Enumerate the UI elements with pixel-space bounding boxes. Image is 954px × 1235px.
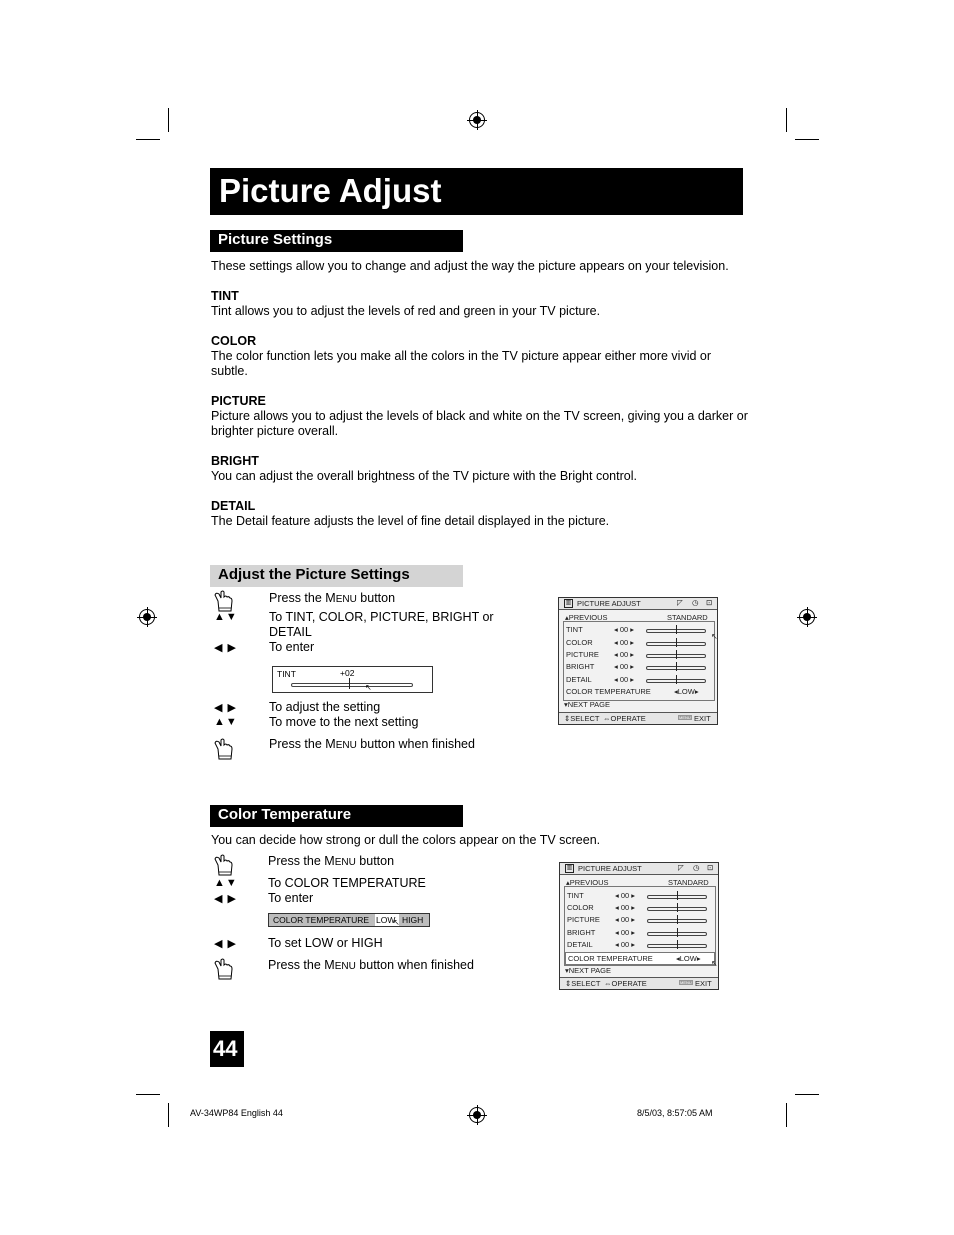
osd-value-text: 00 [620,915,630,924]
osd-title: PICTURE ADJUST [577,599,641,608]
osd-row-value: ◂ 00 ▸ [614,625,635,634]
osd-row-color [565,902,715,913]
osd-value-text: 00 [619,638,629,647]
colortemp-step-5 [268,958,474,974]
cursor-icon: ↖ [711,959,718,968]
crop-mark [795,139,819,140]
cursor-icon: ↖ [711,632,718,641]
cursor-icon: ↖ [393,918,400,927]
section-heading-picture-settings [210,230,463,252]
left-right-arrows-icon: ◀ ▶ [214,702,237,714]
osd-value-text: 00 [620,928,630,937]
section-heading-color-temperature [210,805,463,827]
osd-row-picture [565,914,715,925]
osd-row-value: ◂ 00 ▸ [615,915,636,924]
adjust-step-5: To move to the next setting [269,715,419,729]
section-heading-text: Adjust the Picture Settings [218,566,410,583]
osd-menu-icon: ▥ [565,600,572,606]
osd-picture-adjust-2 [559,862,719,990]
osd-row-detail [564,674,714,685]
adjust-step-6 [269,737,475,753]
osd-row-value: ◂ 00 ▸ [614,675,635,684]
adjust-step-2: To TINT, COLOR, PICTURE, BRIGHT or DETAIL [269,610,494,639]
step-text: Press the M [268,958,335,972]
crop-mark [136,139,160,140]
osd-page-icon: ◸ [677,598,683,607]
osd-previous: ▴PREVIOUS [565,613,608,622]
osd-row-tint [565,890,715,901]
step-text: Press the M [268,854,335,868]
osd-next-label: NEXT PAGE [567,700,611,709]
desc-bright: You can adjust the overall brightness of the TV picture with the Bright control. [211,469,637,483]
osd-select-label: SELECT [571,979,601,988]
osd-row-label: PICTURE [566,650,599,659]
osd-knob [677,928,678,937]
osd-title: PICTURE ADJUST [578,864,642,873]
osd-knob [676,675,677,684]
osd-operate-label: OPERATE [610,714,646,723]
osd-row-label: COLOR [567,903,594,912]
osd-next-page: ▾NEXT PAGE [565,966,612,975]
menu-smallcaps: ENU [335,740,357,751]
osd-page-icon: ◸ [678,863,684,872]
page-title-bar [210,168,743,215]
osd-value-text: 00 [619,662,629,671]
osd-select-label: SELECT [570,714,600,723]
colortemp-step-3: To enter [268,891,314,905]
registration-mark-icon [799,609,815,625]
slider-track [291,683,413,687]
osd-row-picture [564,649,714,660]
osd-row-value: ◂LOW▸ [676,954,701,963]
crop-mark [168,1103,169,1127]
desc-picture: Picture allows you to adjust the levels of black and white on the TV screen, giving you a darker or brighter picture overall. [211,409,748,438]
term-color: COLOR [211,334,257,348]
colortemp-step-4: To set LOW or HIGH [268,936,383,950]
ct-high: HIGH [402,915,424,925]
up-down-arrows-icon: ▲▼ [214,716,238,728]
term-detail: DETAIL [211,499,256,513]
step-text: button when finished [356,737,475,751]
colortemp-step-1 [268,854,394,870]
footer-right: 8/5/03, 8:57:05 AM [637,1108,713,1118]
step-text: button when finished [355,958,474,972]
hand-press-icon [212,957,236,981]
osd-knob [677,940,678,949]
left-right-arrows-icon: ◀ ▶ [214,938,237,950]
osd-knob [677,915,678,924]
cursor-icon: ↖ [365,683,372,692]
adjust-step-4: To adjust the setting [269,700,381,714]
osd-row-bright [565,927,715,938]
desc-tint: Tint allows you to adjust the levels of red and green in your TV picture. [211,304,601,318]
osd-knob [676,625,677,634]
crop-mark [786,108,787,132]
term-picture: PICTURE [211,394,266,408]
colortemp-intro: You can decide how strong or dull the colors appear on the TV screen. [211,833,601,847]
registration-mark-icon [139,609,155,625]
osd-knob [676,638,677,647]
term-tint: TINT [211,289,239,303]
osd-row-detail [565,939,715,950]
adjust-step-3: To enter [269,640,315,654]
osd-value-text: LOW [679,954,697,963]
osd-mode: STANDARD [668,878,709,887]
crop-mark [786,1103,787,1127]
osd-header [560,863,718,875]
osd-row-label: DETAIL [567,940,593,949]
osd-row-value: ◂LOW▸ [674,687,699,696]
osd-row-value: ◂ 00 ▸ [614,638,635,647]
osd-knob [677,891,678,900]
step-text: button [355,854,395,868]
page-title: Picture Adjust [219,172,442,209]
osd-value-text: 00 [620,891,630,900]
osd-row-label: DETAIL [566,675,592,684]
osd-row-label: BRIGHT [567,928,596,937]
registration-mark-icon [469,1107,485,1123]
up-down-arrows-icon: ▲▼ [214,877,238,889]
osd-value-text: 00 [619,650,629,659]
term-bright: BRIGHT [211,454,259,468]
osd-lock-icon: ⊡ [707,863,714,872]
page-number: 44 [213,1036,238,1061]
settings-intro: These settings allow you to change and adjust the way the picture appears on your television. [211,259,729,273]
crop-mark [795,1094,819,1095]
osd-clock-icon: ◷ [693,863,700,872]
osd-row-value: ◂ 00 ▸ [615,903,636,912]
tint-slider-display [272,666,433,693]
osd-previous-label: PREVIOUS [568,613,608,622]
osd-row-bright [564,661,714,672]
osd-row-label: COLOR TEMPERATURE [566,687,651,696]
colortemp-step-2: To COLOR TEMPERATURE [268,876,426,890]
section-heading-text: Color Temperature [218,806,352,823]
ct-label: COLOR TEMPERATURE [273,915,370,925]
slider-knob [349,678,350,689]
osd-footer [559,712,717,724]
osd-row-label: COLOR [566,638,593,647]
section-heading-adjust [210,565,463,587]
crop-mark [136,1094,160,1095]
osd-row-color-temperature [565,952,715,965]
section-heading-text: Picture Settings [218,231,333,248]
osd-row-value: ◂ 00 ▸ [614,662,635,671]
osd-knob [676,650,677,659]
slider-label: TINT [277,669,296,679]
osd-footer [560,977,718,989]
osd-row-value: ◂ 00 ▸ [615,891,636,900]
osd-menu-button-icon: MENU [680,980,692,985]
osd-next-label: NEXT PAGE [568,966,612,975]
adjust-step-1 [269,591,395,607]
osd-knob [677,903,678,912]
osd-menu-button-icon: MENU [679,715,691,720]
color-temperature-display [268,913,430,927]
footer-left: AV-34WP84 English 44 [190,1108,283,1118]
menu-smallcaps: ENU [334,857,356,868]
hand-press-icon [212,737,236,761]
desc-detail: The Detail feature adjusts the level of fine detail displayed in the picture. [211,514,610,528]
step-text: button [356,591,396,605]
osd-operate: ⇔OPERATE [603,714,646,723]
osd-previous-label: PREVIOUS [569,878,609,887]
osd-row-value: ◂ 00 ▸ [615,928,636,937]
osd-menu-icon: ▥ [566,865,573,871]
osd-value-text: 00 [619,675,629,684]
hand-press-icon [212,853,236,877]
osd-operate: ⇔OPERATE [604,979,647,988]
osd-picture-adjust-1 [558,597,718,725]
osd-select: ⇕SELECT [565,979,601,988]
osd-knob [676,662,677,671]
osd-row-label: BRIGHT [566,662,595,671]
osd-exit: EXIT [694,714,711,723]
osd-row-color-temperature [564,686,714,697]
step-text: Press the M [269,737,336,751]
osd-row-label: TINT [567,891,584,900]
osd-clock-icon: ◷ [692,598,699,607]
osd-row-label: PICTURE [567,915,600,924]
osd-row-label: COLOR TEMPERATURE [568,954,653,963]
crop-mark [168,108,169,132]
desc-color: The color function lets you make all the colors in the TV picture appear either more vivid or subtle. [211,349,712,378]
osd-row-label: TINT [566,625,583,634]
slider-value: +02 [340,668,355,678]
osd-value-text: 00 [619,625,629,634]
left-right-arrows-icon: ◀ ▶ [214,893,237,905]
page-number-box [210,1031,244,1067]
menu-smallcaps: ENU [334,961,356,972]
left-right-arrows-icon: ◀ ▶ [214,642,237,654]
registration-mark-icon [469,112,485,128]
osd-row-color [564,637,714,648]
osd-select: ⇕SELECT [564,714,600,723]
osd-row-value: ◂ 00 ▸ [615,940,636,949]
osd-header [559,598,717,610]
step-text: Press the M [269,591,336,605]
osd-previous: ▴PREVIOUS [566,878,609,887]
menu-smallcaps: ENU [335,594,357,605]
ct-low: LOW [376,915,396,925]
osd-value-text: 00 [620,940,630,949]
osd-value-text: LOW [677,687,695,696]
osd-row-value: ◂ 00 ▸ [614,650,635,659]
osd-mode: STANDARD [667,613,708,622]
osd-exit: EXIT [695,979,712,988]
osd-next-page: ▾NEXT PAGE [564,700,611,709]
osd-operate-label: OPERATE [611,979,647,988]
osd-row-tint [564,624,714,635]
osd-lock-icon: ⊡ [706,598,713,607]
osd-value-text: 00 [620,903,630,912]
hand-press-icon [212,589,236,613]
up-down-arrows-icon: ▲▼ [214,611,238,623]
